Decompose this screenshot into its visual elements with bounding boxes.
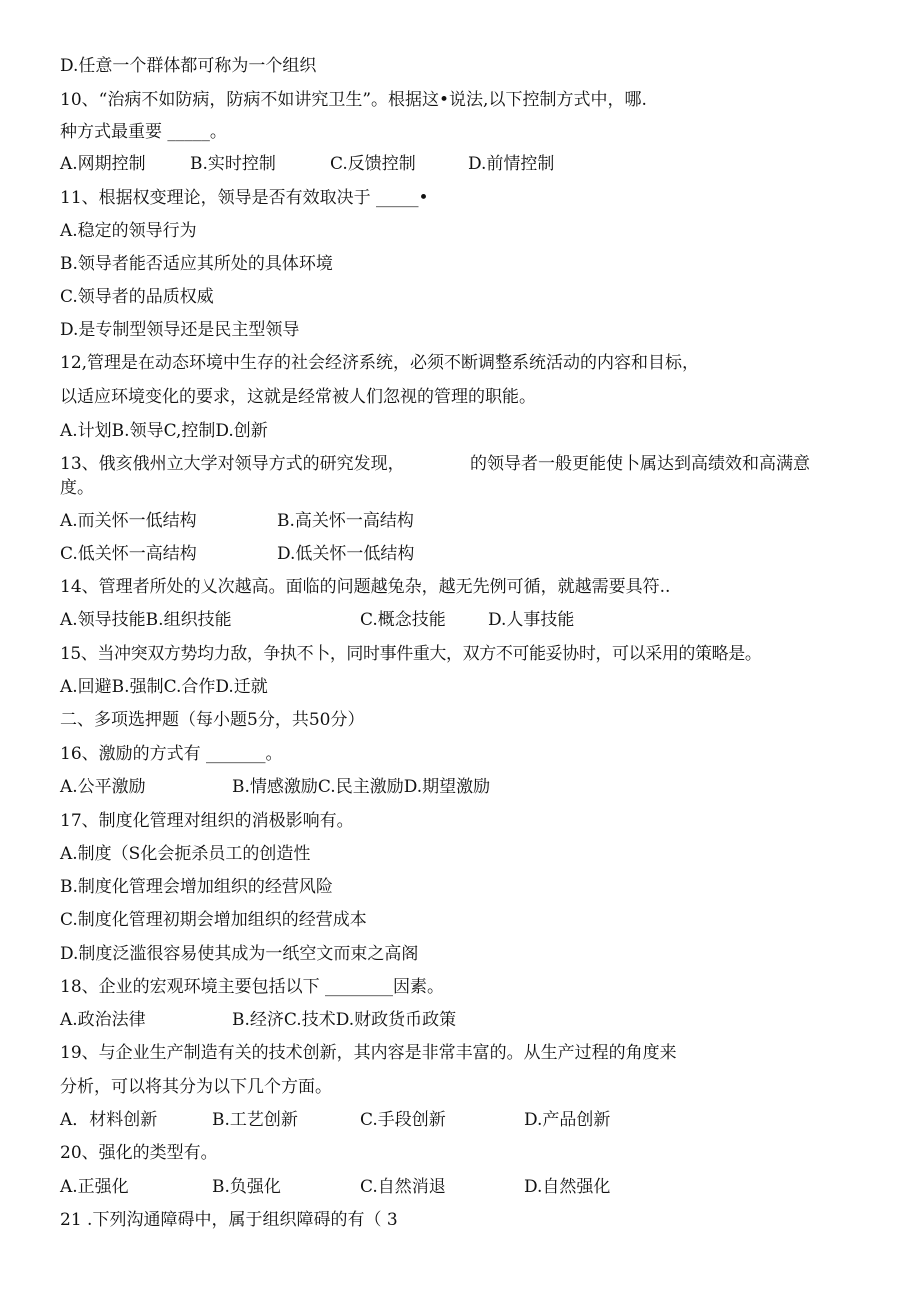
q17-option-b: B.制度化管理会增加组织的经营风险 bbox=[60, 877, 333, 897]
q18-option-bcd: B.经济C.技术D.财政货币政策 bbox=[232, 1010, 457, 1030]
q16-option-bcd: B.情感激励C.民主激励D.期望激励 bbox=[232, 777, 491, 797]
q19-option-a: A．材料创新 bbox=[60, 1110, 158, 1130]
q14-option-ab: A.领导技能B.组织技能 bbox=[60, 610, 232, 630]
q20-option-d: D.自然强化 bbox=[524, 1177, 611, 1197]
q12-options: A.计划B.领导C,控制D.创新 bbox=[60, 421, 268, 441]
q10-stem-line1: 10、“治病不如防病，防病不如讲究卫生”。根据这•说法,以下控制方式中，哪. bbox=[60, 90, 647, 110]
q13-stem-line1-left: 13、俄亥俄州立大学对领导方式的研究发现， bbox=[60, 454, 405, 474]
q15-options: A.回避B.强制C.合作D.迁就 bbox=[60, 677, 268, 697]
q16-stem: 16、激励的方式有 _______。 bbox=[60, 744, 283, 764]
q18-option-a: A.政治法律 bbox=[60, 1010, 146, 1030]
q13-option-c: C.低关怀一高结构 bbox=[60, 544, 197, 564]
q13-option-b: B.高关怀一高结构 bbox=[277, 511, 414, 531]
q11-option-c: C.领导者的品质权威 bbox=[60, 287, 214, 307]
q17-option-c: C.制度化管理初期会增加组织的经营成本 bbox=[60, 910, 367, 930]
q10-stem-line2: 种方式最重要 _____。 bbox=[60, 122, 227, 142]
q13-option-a: A.而关怀一低结构 bbox=[60, 511, 197, 531]
q10-option-a: A.网期控制 bbox=[60, 154, 146, 174]
q12-stem-line2: 以适应环境变化的要求，这就是经常被人们忽视的管理的职能。 bbox=[60, 387, 536, 407]
q14-stem: 14、管理者所处的乂次越高。面临的问题越兔杂，越无先例可循，就越需要具符.. bbox=[60, 577, 671, 597]
q20-option-a: A.正强化 bbox=[60, 1177, 129, 1197]
q19-stem-line2: 分析，可以将其分为以下几个方面。 bbox=[60, 1077, 332, 1097]
q14-option-d: D.人事技能 bbox=[488, 610, 575, 630]
q16-option-a: A.公平激励 bbox=[60, 777, 146, 797]
q17-stem: 17、制度化管理对组织的消极影响有。 bbox=[60, 811, 354, 831]
q10-option-c: C.反馈控制 bbox=[330, 154, 416, 174]
q19-stem-line1: 19、与企业生产制造有关的技术创新，其内容是非常丰富的。从生产过程的角度来 bbox=[60, 1043, 677, 1063]
q15-stem: 15、当冲突双方势均力敌，争执不卜，同时事件重大，双方不可能妥协时，可以采用的策略是。 bbox=[60, 644, 762, 664]
q13-stem-line1-right: 的领导者一般更能使卜属达到高绩效和高满意 bbox=[470, 454, 810, 474]
q19-option-d: D.产品创新 bbox=[524, 1110, 611, 1130]
q9-option-d: D.任意一个群体都可称为一个组织 bbox=[60, 56, 317, 76]
q20-option-b: B.负强化 bbox=[212, 1177, 281, 1197]
q18-stem: 18、企业的宏观环境主要包括以下 ________因素。 bbox=[60, 977, 445, 997]
q20-stem: 20、强化的类型有。 bbox=[60, 1143, 218, 1163]
q11-option-d: D.是专制型领导还是民主型领导 bbox=[60, 320, 300, 340]
q11-option-b: B.领导者能否适应其所处的具体环境 bbox=[60, 254, 333, 274]
q21-stem: 21 .下列沟通障碍中，属于组织障碍的有（ 3 bbox=[60, 1210, 398, 1230]
q11-option-a: A.稳定的领导行为 bbox=[60, 221, 197, 241]
q13-stem-line2: 度。 bbox=[60, 478, 94, 498]
q10-option-d: D.前情控制 bbox=[468, 154, 555, 174]
q17-option-d: D.制度泛滥很容易使其成为一纸空文而束之高阁 bbox=[60, 944, 419, 964]
q12-stem-line1: 12,管理是在动态环境中生存的社会经济系统，必须不断调整系统活动的内容和目标， bbox=[60, 353, 700, 373]
q13-option-d: D.低关怀一低结构 bbox=[277, 544, 415, 564]
section-heading: 二、多项选押题（每小题5分，共50分） bbox=[60, 710, 365, 730]
q17-option-a: A.制度（S化会扼杀员工的创造性 bbox=[60, 844, 311, 864]
q14-option-c: C.概念技能 bbox=[360, 610, 446, 630]
q20-option-c: C.自然消退 bbox=[360, 1177, 446, 1197]
q11-stem: 11、根据权变理论，领导是否有效取决于 _____• bbox=[60, 188, 429, 208]
q10-option-b: B.实时控制 bbox=[190, 154, 276, 174]
q19-option-c: C.手段创新 bbox=[360, 1110, 446, 1130]
q19-option-b: B.工艺创新 bbox=[212, 1110, 298, 1130]
